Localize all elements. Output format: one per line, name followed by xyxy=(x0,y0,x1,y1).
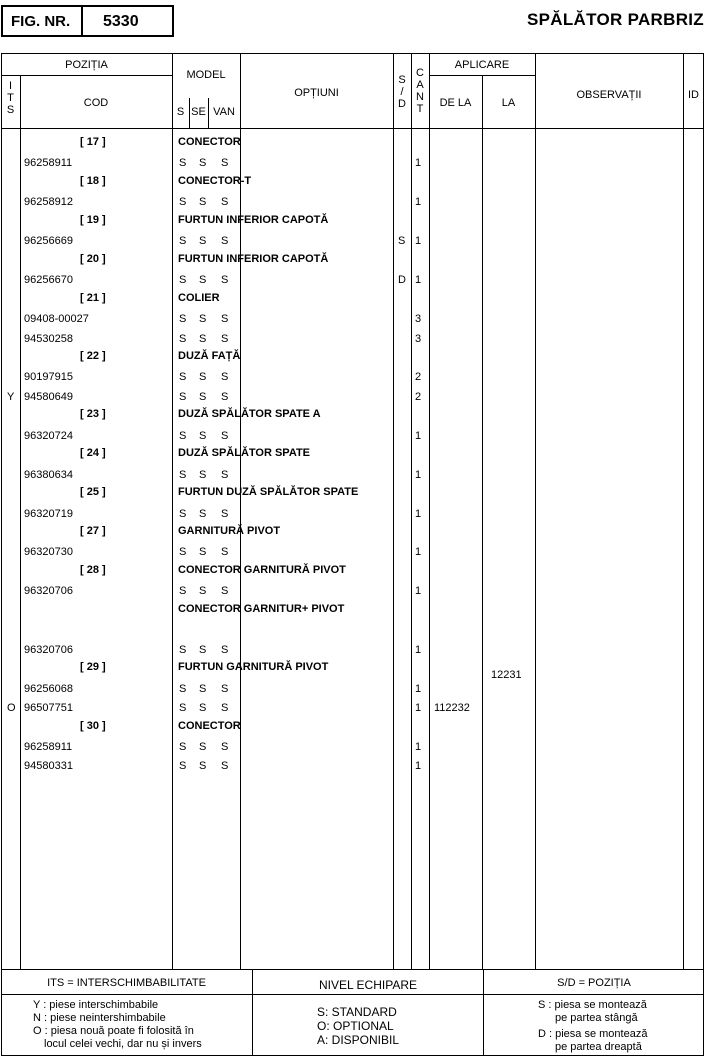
position-number: [ 23 ] xyxy=(80,408,106,420)
position-number: [ 17 ] xyxy=(80,136,106,148)
footer-nivel-line: S: STANDARD xyxy=(317,1005,397,1019)
model-s-value: S xyxy=(179,157,187,169)
footer-its-line: locul celei vechi, dar nu și invers xyxy=(44,1038,202,1050)
part-code: 94530258 xyxy=(24,333,73,345)
model-se-value: S xyxy=(199,508,207,520)
aplicare-la: 12231 xyxy=(491,669,522,681)
part-description: CONECTOR xyxy=(178,136,241,148)
quantity-value: 1 xyxy=(415,508,422,520)
part-code: 96320719 xyxy=(24,508,73,520)
model-van-value: S xyxy=(221,760,229,772)
header-cant: C A N T xyxy=(416,67,424,115)
model-se-value: S xyxy=(199,430,207,442)
part-description: GARNITURĂ PIVOT xyxy=(178,525,281,537)
sd-value: D xyxy=(398,274,406,286)
part-description: FURTUN GARNITURĂ PIVOT xyxy=(178,661,329,673)
parts-table xyxy=(1,53,704,1056)
position-number: [ 22 ] xyxy=(80,350,106,362)
model-se-value: S xyxy=(199,157,207,169)
model-s-value: S xyxy=(179,196,187,208)
position-number: [ 24 ] xyxy=(80,447,106,459)
model-s-value: S xyxy=(179,702,187,714)
part-code: 94580649 xyxy=(24,391,73,403)
position-number: [ 27 ] xyxy=(80,525,106,537)
header-observatii: OBSERVAȚII xyxy=(576,89,642,101)
part-description: FURTUN INFERIOR CAPOTĂ xyxy=(178,214,329,226)
model-se-value: S xyxy=(199,644,207,656)
part-code: 96258911 xyxy=(24,741,73,753)
page-title: SPĂLĂTOR PARBRIZ xyxy=(526,10,704,29)
quantity-value: 3 xyxy=(415,313,422,325)
header-model-s: S xyxy=(176,106,185,118)
header-cod: COD xyxy=(83,97,109,109)
part-code: 96320730 xyxy=(24,546,73,558)
quantity-value: 2 xyxy=(415,391,422,403)
part-description: CONECTOR-T xyxy=(178,175,252,187)
model-se-value: S xyxy=(199,313,207,325)
model-van-value: S xyxy=(221,683,229,695)
footer-nivel-title: NIVEL ECHIPARE xyxy=(318,978,418,992)
model-van-value: S xyxy=(221,371,229,383)
model-se-value: S xyxy=(199,741,207,753)
model-se-value: S xyxy=(199,469,207,481)
header-optiuni: OPȚIUNI xyxy=(294,87,339,99)
position-number: [ 25 ] xyxy=(80,486,106,498)
position-number: [ 19 ] xyxy=(80,214,106,226)
model-se-value: S xyxy=(199,702,207,714)
part-code: 94580331 xyxy=(24,760,73,772)
footer-sd-line: D : piesa se montează xyxy=(538,1028,648,1040)
header-its: I T S xyxy=(6,80,15,116)
model-se-value: S xyxy=(199,683,207,695)
quantity-value: 1 xyxy=(415,546,422,558)
quantity-value: 1 xyxy=(415,702,422,714)
its-code: Y xyxy=(7,391,15,403)
position-number: [ 20 ] xyxy=(80,253,106,265)
model-van-value: S xyxy=(221,430,229,442)
model-s-value: S xyxy=(179,741,187,753)
header-model-se: SE xyxy=(191,106,206,118)
header-model: MODEL xyxy=(186,69,226,81)
part-description: DUZĂ SPĂLĂTOR SPATE A xyxy=(178,408,321,420)
part-code: 96320724 xyxy=(24,430,73,442)
header-aplicare: APLICARE xyxy=(454,59,510,71)
part-description: DUZĂ SPĂLĂTOR SPATE xyxy=(178,447,311,459)
quantity-value: 1 xyxy=(415,469,422,481)
model-s-value: S xyxy=(179,508,187,520)
footer-its-line: N : piese neintershimbabile xyxy=(33,1012,166,1024)
quantity-value: 1 xyxy=(415,760,422,772)
header-pozitia: POZIȚIA xyxy=(65,59,108,71)
quantity-value: 1 xyxy=(415,157,422,169)
part-code: 96256669 xyxy=(24,235,73,247)
model-se-value: S xyxy=(199,274,207,286)
model-van-value: S xyxy=(221,702,229,714)
part-code: 96256068 xyxy=(24,683,73,695)
model-s-value: S xyxy=(179,371,187,383)
quantity-value: 1 xyxy=(415,585,422,597)
footer-sd-title: S/D = POZIȚIA xyxy=(557,977,631,989)
its-code: O xyxy=(7,702,16,714)
model-se-value: S xyxy=(199,371,207,383)
part-code: 90197915 xyxy=(24,371,73,383)
model-s-value: S xyxy=(179,644,187,656)
footer-its-title: ITS = INTERSCHIMBABILITATE xyxy=(47,977,206,989)
quantity-value: 1 xyxy=(415,274,422,286)
fig-number: 5330 xyxy=(103,13,139,30)
model-s-value: S xyxy=(179,235,187,247)
model-van-value: S xyxy=(221,741,229,753)
part-code: 96380634 xyxy=(24,469,73,481)
quantity-value: 1 xyxy=(415,644,422,656)
footer-sd-line: pe partea dreaptă xyxy=(555,1041,642,1053)
model-se-value: S xyxy=(199,235,207,247)
header-de-la: DE LA xyxy=(439,97,472,109)
model-van-value: S xyxy=(221,274,229,286)
quantity-value: 1 xyxy=(415,683,422,695)
model-s-value: S xyxy=(179,430,187,442)
model-s-value: S xyxy=(179,760,187,772)
model-se-value: S xyxy=(199,546,207,558)
part-code: 96320706 xyxy=(24,644,73,656)
part-description: FURTUN INFERIOR CAPOTĂ xyxy=(178,253,329,265)
part-code: 09408-00027 xyxy=(24,313,89,325)
header-id: ID xyxy=(688,89,699,101)
part-description: FURTUN DUZĂ SPĂLĂTOR SPATE xyxy=(178,486,359,498)
model-s-value: S xyxy=(179,391,187,403)
figure-number-box xyxy=(1,5,174,37)
footer-its-line: Y : piese interschimbabile xyxy=(33,999,159,1011)
quantity-value: 1 xyxy=(415,430,422,442)
footer-nivel-line: A: DISPONIBIL xyxy=(317,1033,400,1047)
position-number: [ 30 ] xyxy=(80,720,106,732)
quantity-value: 3 xyxy=(415,333,422,345)
model-van-value: S xyxy=(221,235,229,247)
position-number: [ 28 ] xyxy=(80,564,106,576)
model-se-value: S xyxy=(199,391,207,403)
part-code: 96258911 xyxy=(24,157,73,169)
model-van-value: S xyxy=(221,333,229,345)
quantity-value: 2 xyxy=(415,371,422,383)
quantity-value: 1 xyxy=(415,235,422,247)
model-van-value: S xyxy=(221,313,229,325)
model-van-value: S xyxy=(221,546,229,558)
model-van-value: S xyxy=(221,585,229,597)
quantity-value: 1 xyxy=(415,741,422,753)
model-s-value: S xyxy=(179,585,187,597)
footer-sd-line: S : piesa se montează xyxy=(538,999,647,1011)
part-code: 96258912 xyxy=(24,196,73,208)
part-description: DUZĂ FAȚĂ xyxy=(178,350,241,362)
footer-sd-line: pe partea stângă xyxy=(555,1012,638,1024)
part-description: CONECTOR GARNITUR+ PIVOT xyxy=(178,603,345,615)
part-code: 96256670 xyxy=(24,274,73,286)
model-se-value: S xyxy=(199,585,207,597)
model-van-value: S xyxy=(221,196,229,208)
header-sd: S / D xyxy=(398,74,406,110)
model-van-value: S xyxy=(221,391,229,403)
part-description: CONECTOR GARNITURĂ PIVOT xyxy=(178,564,346,576)
aplicare-de-la: 112232 xyxy=(434,702,470,714)
model-se-value: S xyxy=(199,760,207,772)
model-s-value: S xyxy=(179,274,187,286)
model-van-value: S xyxy=(221,508,229,520)
fig-label: FIG. NR. xyxy=(11,13,71,30)
part-description: COLIER xyxy=(178,292,220,304)
position-number: [ 18 ] xyxy=(80,175,106,187)
model-s-value: S xyxy=(179,313,187,325)
model-s-value: S xyxy=(179,469,187,481)
model-se-value: S xyxy=(199,196,207,208)
footer-its-line: O : piesa nouă poate fi folosită în xyxy=(33,1025,194,1037)
model-s-value: S xyxy=(179,333,187,345)
model-van-value: S xyxy=(221,157,229,169)
part-code: 96320706 xyxy=(24,585,73,597)
part-code: 96507751 xyxy=(24,702,73,714)
model-s-value: S xyxy=(179,546,187,558)
model-se-value: S xyxy=(199,333,207,345)
part-description: CONECTOR xyxy=(178,720,241,732)
model-van-value: S xyxy=(221,644,229,656)
position-number: [ 21 ] xyxy=(80,292,106,304)
header-model-van: VAN xyxy=(213,106,235,118)
model-van-value: S xyxy=(221,469,229,481)
position-number: [ 29 ] xyxy=(80,661,106,673)
sd-value: S xyxy=(398,235,406,247)
model-s-value: S xyxy=(179,683,187,695)
footer-nivel-line: O: OPTIONAL xyxy=(317,1019,394,1033)
header-la: LA xyxy=(501,97,516,109)
quantity-value: 1 xyxy=(415,196,422,208)
